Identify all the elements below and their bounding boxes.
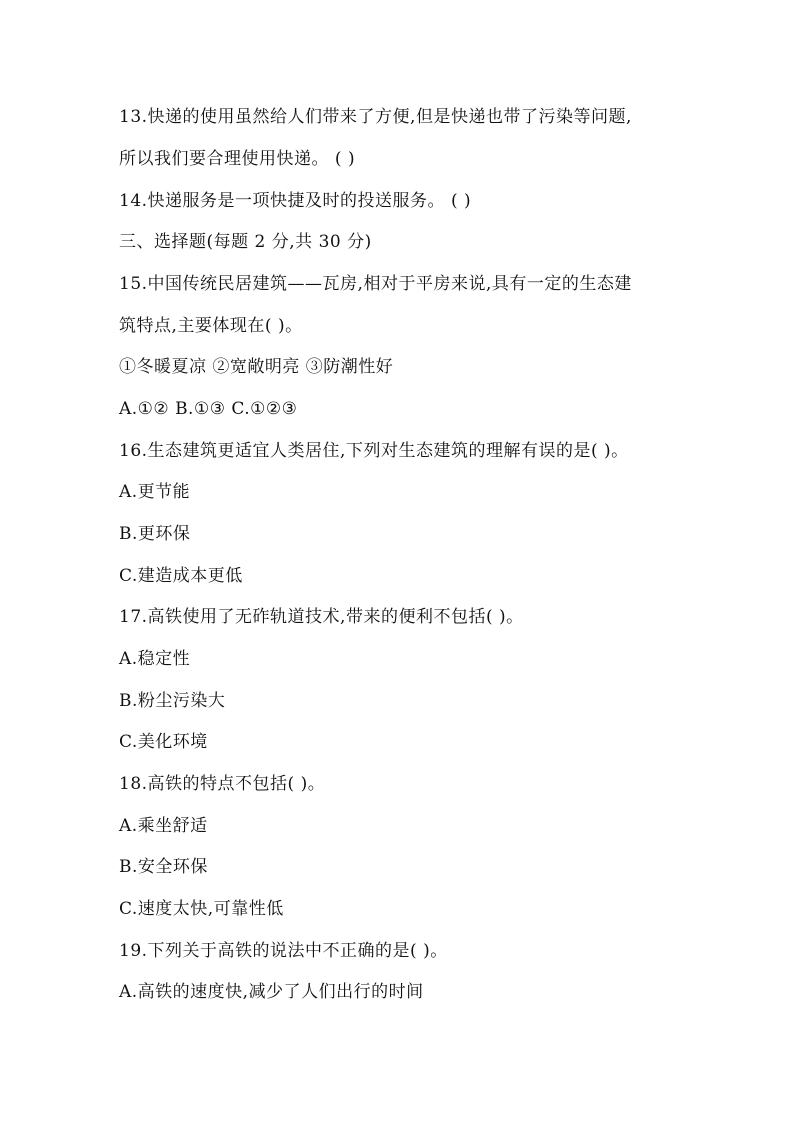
q16-option-c: C.建造成本更低 [119,566,243,586]
q16-option-b: B.更环保 [119,524,191,544]
q15-statements: ①冬暖夏凉 ②宽敞明亮 ③防潮性好 [119,357,394,377]
q19-stem: 19.下列关于高铁的说法中不正确的是( )。 [119,941,448,961]
q13-line2: 所以我们要合理使用快递。 ( ) [119,149,356,169]
q19-option-a: A.高铁的速度快,减少了人们出行的时间 [119,982,424,1002]
q14-line: 14.快递服务是一项快捷及时的投送服务。 ( ) [119,191,472,211]
q16-option-a: A.更节能 [119,482,191,502]
q18-option-b: B.安全环保 [119,857,208,877]
q17-stem: 17.高铁使用了无砟轨道技术,带来的便利不包括( )。 [119,607,524,627]
q16-stem: 16.生态建筑更适宜人类居住,下列对生态建筑的理解有误的是( )。 [119,441,629,461]
q17-option-b: B.粉尘污染大 [119,691,226,711]
section-heading: 三、选择题(每题 2 分,共 30 分) [119,232,372,252]
q15-options: A.①② B.①③ C.①②③ [119,399,298,419]
q17-option-a: A.稳定性 [119,649,191,669]
q18-stem: 18.高铁的特点不包括( )。 [119,774,326,794]
q13-line1: 13.快递的使用虽然给人们带来了方便,但是快递也带了污染等问题, [119,107,632,127]
q18-option-a: A.乘坐舒适 [119,816,208,836]
q17-option-c: C.美化环境 [119,732,208,752]
q18-option-c: C.速度太快,可靠性低 [119,899,284,919]
q15-line1: 15.中国传统民居建筑——瓦房,相对于平房来说,具有一定的生态建 [119,274,632,294]
q15-line2: 筑特点,主要体现在( )。 [119,316,303,336]
